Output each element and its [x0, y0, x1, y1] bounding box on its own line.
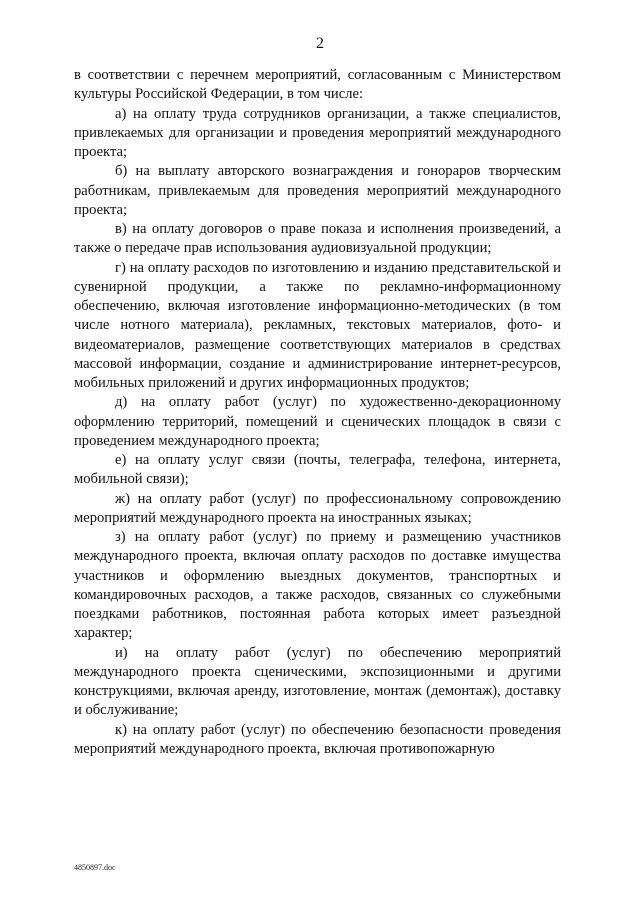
file-name-footer: 4850897.doc: [74, 863, 116, 872]
paragraph-item-d: д) на оплату работ (услуг) по художественно-декорационному оформлению территорий, помещений и сценических площадок в связи с проведением международного проекта;: [74, 394, 561, 449]
paragraph-item-z: з) на оплату работ (услуг) по приему и размещению участников международного проекта, включая оплату расходов по доставке имущества участников и оформлению выездных документов, транспортных и командировочных расходов, а также расходов, связанных со служебными поездками работников, постоянная работа которых имеет разъездной характер;: [74, 529, 561, 642]
paragraph-item-v: в) на оплату договоров о праве показа и исполнения произведений, а также о передаче прав использования аудиовизуальной продукции;: [74, 221, 561, 257]
document-body: [74, 66, 561, 759]
paragraph-item-b: б) на выплату авторского вознаграждения и гонораров творческим работникам, привлекаемым для проведения мероприятий международного проекта;: [74, 163, 561, 218]
paragraph-item-i: и) на оплату работ (услуг) по обеспечению мероприятий международного проекта сценическими, экспозиционными и другими конструкциями, включая аренду, изготовление, монтаж (демонтаж), доставку и обслуживание;: [74, 644, 561, 719]
paragraph-item-k: к) на оплату работ (услуг) по обеспечению безопасности проведения мероприятий международного проекта, включая противопожарную: [74, 721, 561, 757]
paragraph-item-e: е) на оплату услуг связи (почты, телеграфа, телефона, интернета, мобильной связи);: [74, 452, 561, 488]
page-number: 2: [316, 35, 324, 52]
paragraph-intro: в соответствии с перечнем мероприятий, согласованным с Министерством культуры Российской Федерации, в том числе:: [74, 67, 561, 103]
paragraph-item-g: г) на оплату расходов по изготовлению и изданию представительской и сувенирной продукции, а также по рекламно-информационному обеспечению, включая изготовление информационно-методических (в том числе нотного материала), рекламных, текстовых материалов, фото- и видеоматериалов, размещение соответствующих материалов в средствах массовой информации, создание и администрирование интернет-ресурсов, мобильных приложений и других информационных продуктов;: [74, 259, 561, 391]
paragraph-item-zh: ж) на оплату работ (услуг) по профессиональному сопровождению мероприятий международного проекта на иностранных языках;: [74, 490, 561, 526]
paragraph-item-a: а) на оплату труда сотрудников организации, а также специалистов, привлекаемых для организации и проведения мероприятий международного проекта;: [74, 105, 561, 160]
